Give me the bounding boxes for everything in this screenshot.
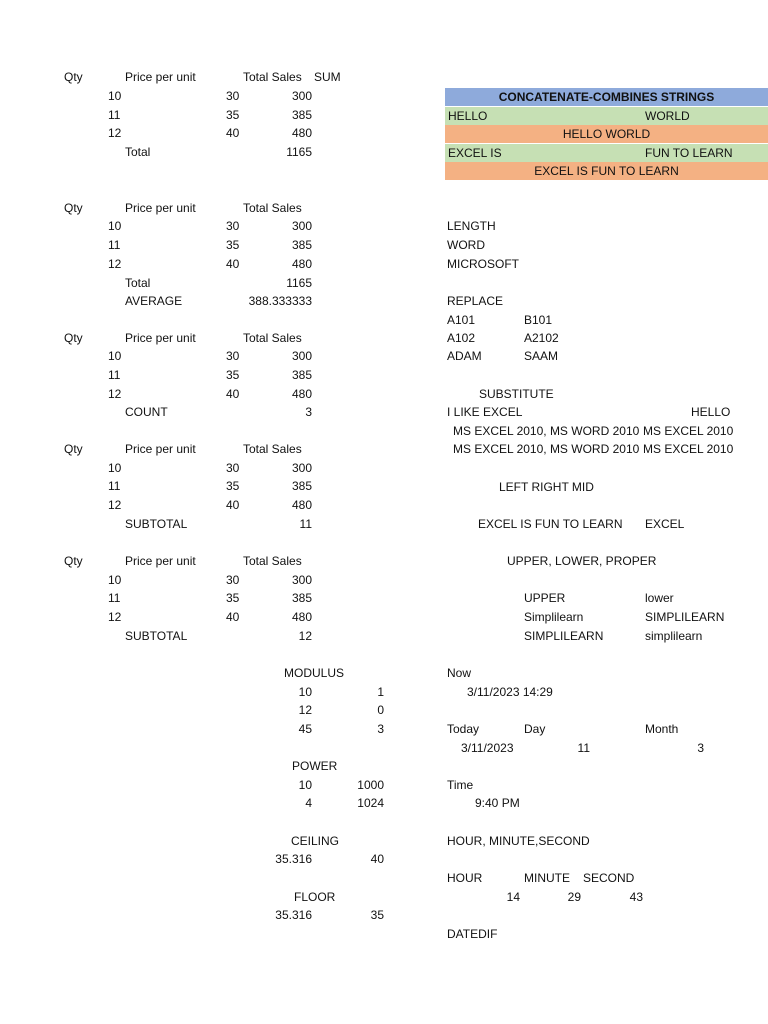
- month-label: Month: [645, 722, 679, 736]
- cell-price: 30: [226, 89, 240, 103]
- cell-qty: 11: [108, 591, 121, 605]
- cell-sales: 385: [291, 591, 312, 605]
- cell-qty: 12: [108, 126, 122, 140]
- case-title: UPPER, LOWER, PROPER: [507, 554, 657, 568]
- concat-final: EXCEL IS FUN TO LEARN: [534, 164, 679, 178]
- case-lower-label: lower: [645, 591, 674, 605]
- cell-sales: 480: [291, 387, 312, 401]
- cell-price: 35: [226, 238, 240, 252]
- cell-sales: 480: [291, 498, 312, 512]
- count-label: COUNT: [125, 405, 168, 419]
- ceiling-title: CEILING: [291, 834, 340, 848]
- concat-result-row: [445, 162, 768, 180]
- qty-header: Qty: [64, 201, 83, 215]
- cell-price: 35: [226, 591, 240, 605]
- cell-price: 35: [226, 479, 240, 493]
- concat-title: CONCATENATE-COMBINES STRINGS: [498, 90, 715, 104]
- cell-qty: 10: [108, 89, 122, 103]
- lrm-title: LEFT RIGHT MID: [499, 480, 594, 494]
- cell-qty: 11: [108, 238, 121, 252]
- substitute-result: MS EXCEL 2010: [643, 424, 734, 438]
- cell-qty: 10: [108, 349, 122, 363]
- floor-result: 35: [370, 908, 384, 922]
- subtotal-value: 12: [298, 629, 312, 643]
- cell-price: 35: [226, 108, 240, 122]
- second-label: SECOND: [583, 871, 635, 885]
- cell-qty: 11: [108, 368, 121, 382]
- total-label: Total: [125, 276, 151, 290]
- total-sales-header: Total Sales: [243, 442, 302, 456]
- cell-qty: 10: [108, 219, 122, 233]
- substitute-title: SUBSTITUTE: [479, 387, 554, 401]
- average-value: 388.333333: [248, 294, 312, 308]
- cell-price: 30: [226, 573, 240, 587]
- concat-excel-is: EXCEL IS: [448, 146, 502, 160]
- datedif-label: DATEDIF: [447, 927, 498, 941]
- price-header: Price per unit: [125, 331, 196, 345]
- cell-price: 40: [226, 257, 240, 271]
- concat-result-row: [445, 125, 768, 143]
- average-label: AVERAGE: [125, 294, 183, 308]
- case-result: SIMPLILEARN: [645, 610, 725, 624]
- day-value: 11: [577, 741, 590, 755]
- concat-input-row: [445, 107, 768, 125]
- minute-label: MINUTE: [524, 871, 570, 885]
- cell-price: 40: [226, 387, 240, 401]
- qty-header: Qty: [64, 70, 83, 84]
- count-value: 3: [305, 405, 312, 419]
- cell-qty: 12: [108, 610, 122, 624]
- price-header: Price per unit: [125, 201, 196, 215]
- cell-sales: 480: [291, 257, 312, 271]
- now-value: 3/11/2023 14:29: [467, 685, 553, 699]
- cell-price: 30: [226, 349, 240, 363]
- ceiling-result: 40: [370, 852, 384, 866]
- qty-header: Qty: [64, 442, 83, 456]
- subtotal-label: SUBTOTAL: [125, 517, 188, 531]
- cell-sales: 385: [291, 238, 312, 252]
- cell-qty: 11: [108, 479, 121, 493]
- case-input: SIMPLILEARN: [524, 629, 604, 643]
- cell-sales: 300: [291, 89, 312, 103]
- today-label: Today: [447, 722, 480, 736]
- today-value: 3/11/2023: [461, 741, 514, 755]
- substitute-result: MS EXCEL 2010: [643, 442, 734, 456]
- minute-value: 29: [567, 890, 581, 904]
- case-upper-label: UPPER: [524, 591, 566, 605]
- power-input: 10: [298, 778, 312, 792]
- substitute-text: MS EXCEL 2010, MS WORD 2010: [453, 424, 640, 438]
- replace-result: A2102: [524, 331, 559, 345]
- cell-price: 40: [226, 126, 240, 140]
- modulus-input: 12: [298, 703, 312, 717]
- concat-fun: FUN TO LEARN: [645, 146, 733, 160]
- substitute-text: MS EXCEL 2010, MS WORD 2010: [453, 442, 640, 456]
- qty-header: Qty: [64, 331, 83, 345]
- cell-qty: 10: [108, 461, 122, 475]
- subtotal-value: 11: [299, 517, 312, 531]
- replace-result: SAAM: [524, 349, 559, 363]
- cell-price: 30: [226, 219, 240, 233]
- cell-price: 35: [226, 368, 240, 382]
- price-header: Price per unit: [125, 554, 196, 568]
- now-label: Now: [447, 666, 472, 680]
- sum-header: SUM: [314, 70, 341, 84]
- case-input: Simplilearn: [524, 610, 584, 624]
- month-value: 3: [697, 741, 704, 755]
- total-sales-header: Total Sales: [243, 201, 302, 215]
- substitute-text: I LIKE EXCEL: [447, 405, 523, 419]
- total-sales-header: Total Sales: [243, 554, 302, 568]
- cell-sales: 300: [291, 573, 312, 587]
- concat-input-row: [445, 144, 768, 162]
- power-input: 4: [305, 796, 312, 810]
- day-label: Day: [524, 722, 546, 736]
- total-sales-header: Total Sales: [243, 331, 302, 345]
- lrm-text: EXCEL IS FUN TO LEARN: [478, 517, 623, 531]
- substitute-result: HELLO: [691, 405, 731, 419]
- cell-sales: 300: [291, 461, 312, 475]
- modulus-result: 0: [377, 703, 384, 717]
- hour-value: 14: [506, 890, 520, 904]
- concat-world: WORLD: [645, 109, 690, 123]
- length-microsoft: MICROSOFT: [447, 257, 519, 271]
- hour-label: HOUR: [447, 871, 483, 885]
- cell-qty: 11: [108, 108, 121, 122]
- qty-header: Qty: [64, 554, 83, 568]
- floor-title: FLOOR: [294, 890, 336, 904]
- cell-sales: 385: [291, 108, 312, 122]
- cell-price: 40: [226, 610, 240, 624]
- second-value: 43: [629, 890, 643, 904]
- replace-title: REPLACE: [447, 294, 504, 308]
- power-result: 1000: [357, 778, 384, 792]
- cell-sales: 300: [291, 349, 312, 363]
- cell-qty: 12: [108, 498, 122, 512]
- cell-sales: 480: [291, 610, 312, 624]
- modulus-result: 3: [377, 722, 384, 736]
- hms-title: HOUR, MINUTE,SECOND: [447, 834, 590, 848]
- modulus-result: 1: [377, 685, 384, 699]
- cell-sales: 385: [291, 368, 312, 382]
- cell-qty: 10: [108, 573, 122, 587]
- concat-hello: HELLO: [448, 109, 488, 123]
- lrm-result: EXCEL: [645, 517, 685, 531]
- total-label: Total: [125, 145, 151, 159]
- power-result: 1024: [357, 796, 384, 810]
- length-word: WORD: [447, 238, 485, 252]
- replace-result: B101: [524, 313, 553, 327]
- total-value: 1165: [286, 145, 312, 159]
- subtotal-label: SUBTOTAL: [125, 629, 188, 643]
- replace-input: ADAM: [447, 349, 482, 363]
- case-result: simplilearn: [645, 629, 703, 643]
- price-header: Price per unit: [125, 442, 196, 456]
- replace-input: A101: [447, 313, 476, 327]
- modulus-input: 10: [298, 685, 312, 699]
- modulus-input: 45: [298, 722, 312, 736]
- time-value: 9:40 PM: [475, 796, 520, 810]
- concat-title-row: [445, 88, 768, 106]
- price-header: Price per unit: [125, 70, 196, 84]
- cell-sales: 480: [291, 126, 312, 140]
- modulus-title: MODULUS: [284, 666, 345, 680]
- cell-price: 40: [226, 498, 240, 512]
- time-label: Time: [447, 778, 474, 792]
- ceiling-input: 35.316: [275, 852, 312, 866]
- cell-qty: 12: [108, 257, 122, 271]
- replace-input: A102: [447, 331, 476, 345]
- power-title: POWER: [292, 759, 338, 773]
- floor-input: 35.316: [275, 908, 312, 922]
- cell-price: 30: [226, 461, 240, 475]
- cell-sales: 300: [291, 219, 312, 233]
- cell-sales: 385: [291, 479, 312, 493]
- length-title: LENGTH: [447, 219, 496, 233]
- total-sales-header: Total Sales: [243, 70, 302, 84]
- total-value: 1165: [286, 276, 312, 290]
- concat-hello-world: HELLO WORLD: [562, 127, 651, 141]
- cell-qty: 12: [108, 387, 122, 401]
